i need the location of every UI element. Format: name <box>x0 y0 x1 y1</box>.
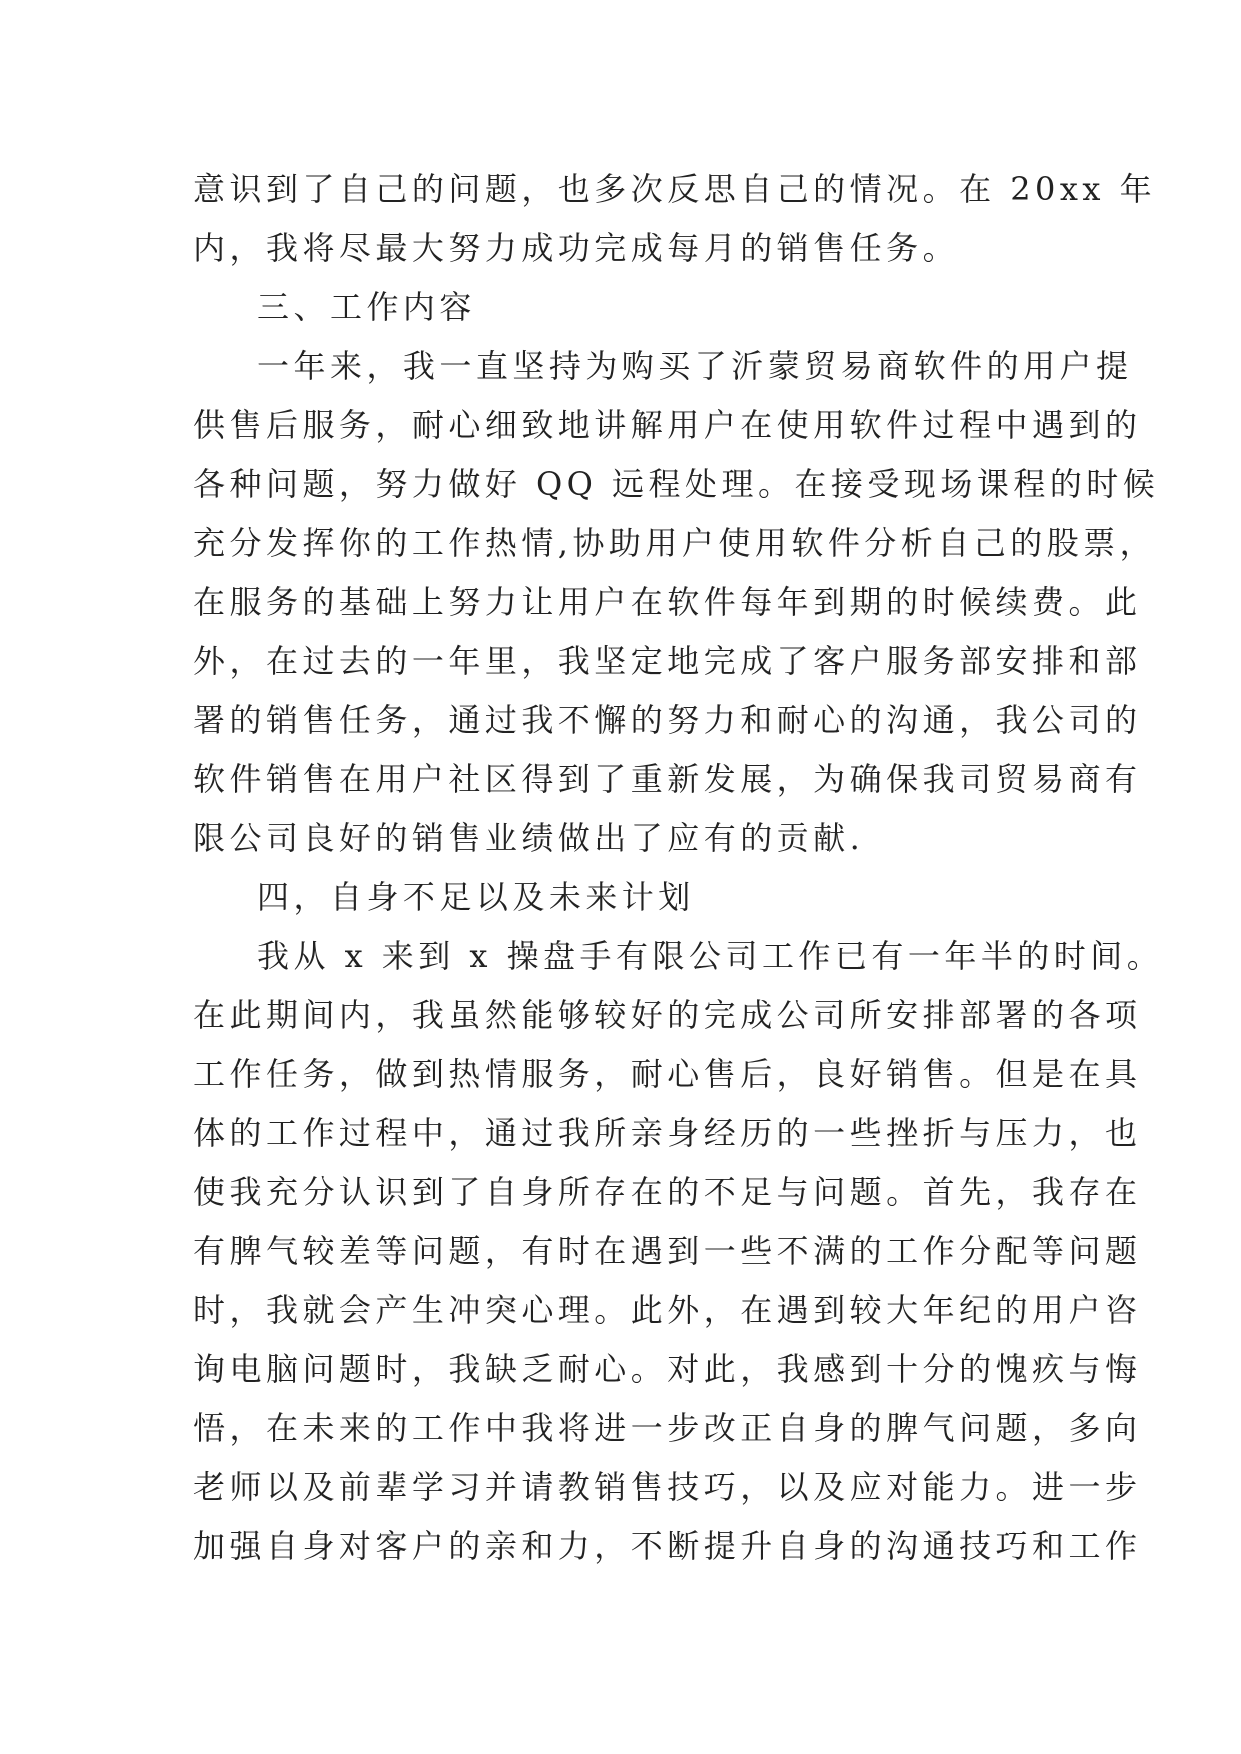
body-text <box>193 160 1164 1576</box>
text-line: 供售后服务，耐心细致地讲解用户在使用软件过程中遇到的 <box>193 406 1142 444</box>
text-line: 有脾气较差等问题，有时在遇到一些不满的工作分配等问题 <box>193 1232 1142 1270</box>
text-line: 软件销售在用户社区得到了重新发展，为确保我司贸易商有 <box>193 760 1142 798</box>
text-line: 内，我将尽最大努力成功完成每月的销售任务。 <box>193 229 960 267</box>
text-line: 各种问题，努力做好 QQ 远程处理。在接受现场课程的时候 <box>193 465 1160 503</box>
section-heading: 三、工作内容 <box>257 288 476 326</box>
section-heading: 四，自身不足以及未来计划 <box>257 878 695 916</box>
text-line: 署的销售任务，通过我不懈的努力和耐心的沟通，我公司的 <box>193 701 1142 739</box>
text-line: 在此期间内，我虽然能够较好的完成公司所安排部署的各项 <box>193 996 1142 1034</box>
text-line: 限公司良好的销售业绩做出了应有的贡献. <box>193 819 865 857</box>
text-line: 询电脑问题时，我缺乏耐心。对此，我感到十分的愧疚与悔 <box>193 1350 1142 1388</box>
text-line: 工作任务，做到热情服务，耐心售后，良好销售。但是在具 <box>193 1055 1142 1093</box>
text-line: 使我充分认识到了自身所存在的不足与问题。首先，我存在 <box>193 1173 1142 1211</box>
text-line: 体的工作过程中，通过我所亲身经历的一些挫折与压力，也 <box>193 1114 1142 1152</box>
text-line: 一年来，我一直坚持为购买了沂蒙贸易商软件的用户提 <box>257 347 1133 385</box>
text-line: 意识到了自己的问题，也多次反思自己的情况。在 20xx 年 <box>193 170 1157 208</box>
text-line: 外，在过去的一年里，我坚定地完成了客户服务部安排和部 <box>193 642 1142 680</box>
text-line: 充分发挥你的工作热情,协助用户使用软件分析自己的股票， <box>193 524 1157 562</box>
text-line: 在服务的基础上努力让用户在软件每年到期的时候续费。此 <box>193 583 1142 621</box>
text-line: 老师以及前辈学习并请教销售技巧，以及应对能力。进一步 <box>193 1468 1142 1506</box>
text-line: 悟，在未来的工作中我将进一步改正自身的脾气问题，多向 <box>193 1409 1142 1447</box>
text-line: 时，我就会产生冲突心理。此外，在遇到较大年纪的用户咨 <box>193 1291 1142 1329</box>
text-line: 我从 x 来到 x 操盘手有限公司工作已有一年半的时间。 <box>257 937 1164 975</box>
text-line: 加强自身对客户的亲和力，不断提升自身的沟通技巧和工作 <box>193 1527 1142 1565</box>
